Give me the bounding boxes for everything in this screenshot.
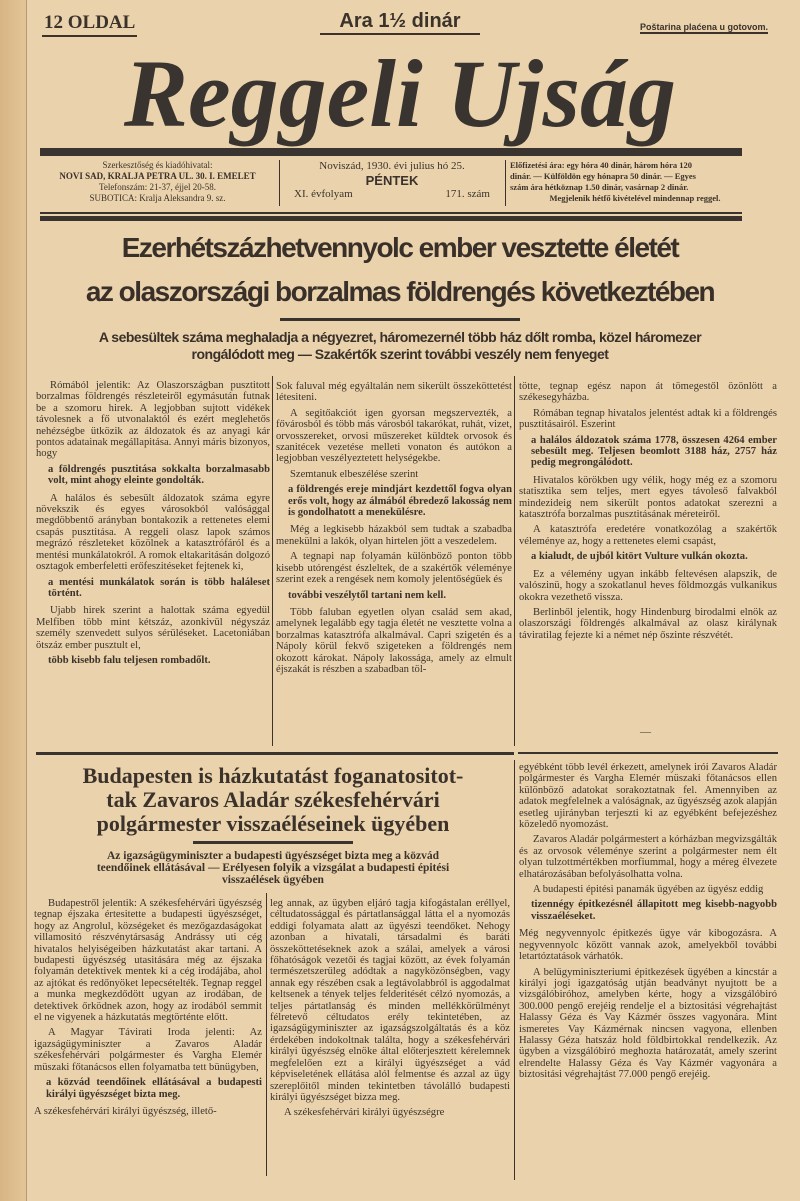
headline-line: Budapesten is házkutatást foganatositot- (82, 763, 464, 788)
subscription-line: Megjelenik hétfő kivételével mindennap reggel. (549, 193, 721, 203)
volume-row (284, 188, 500, 201)
subhead-line: Az igazságügyminiszter a budapesti ügyészséget bizta meg a közvád (107, 850, 439, 862)
subscription-line: szám ára hétköznap 1.50 dinár, vasárnap 2 dinár. (510, 182, 689, 192)
price: Ara 1½ dinár (320, 10, 480, 35)
rule (193, 841, 353, 844)
paragraph: Budapestről jelentik: A székesfehérvári ügyészség tegnap éjszaka értesitette a budapesti ügyészséget, hogy az Angrolul, községeket és mezőgazdaságokat villamositó részvénytársaság Andrássy uti cég hivatalos helyiségeiben házkutatást akar tartani. A budapesti ügyészség utasitására még az éjszaka folyamán detektivek mentek ki a cég irodájába, ahol az ajtókat és redőnyöket lepecsételték. Tegnap reggel a munka megkezdődött ugyan az irodában, de detektivek őrködnek azon, hogy az irodából semmit el ne vigyenek a házkutatás megtörténte előtt. (34, 898, 262, 1024)
editorial-line: Szerkesztőség és kiadóhivatal: (102, 160, 213, 170)
masthead-logo: Reggeli Ujság (124, 40, 676, 147)
paragraph: Ujabb hirek szerint a halottak száma egyedül Melfiben több mint kétszáz, azonkivül négyszáz személy szenvedett sulyos sérüléseket. Lacetoniában ötszáz ember pusztult el, (36, 605, 270, 651)
paragraph: Rómából jelentik: Az Olaszországban pusztitott borzalmas földrengés részleteiről egymásután futnak be a szomoru hirek. A legjobban sujtott vidékek távolesnek a fő utvonalaktól és ezért meglehetős nehézségbe ütközik az áldozatok és az anyagi kár pontos adatainak megállapitása. Annyi máris bizonyos, hogy (36, 380, 270, 460)
editorial-line: Telefonszám: 21-37, éjjel 20-58. (98, 182, 217, 192)
paragraph: A tegnapi nap folyamán különböző ponton több kisebb utórengést észleltek, de a szakértők véleménye szerint ezek a rengések nem komoly jelentőségüek és (276, 551, 512, 586)
rule (36, 752, 514, 755)
masthead-bar (40, 148, 742, 156)
subhead-line: A sebesültek száma meghaladja a négyezret, háromezernél több ház dőlt romba, közel háromezer (98, 329, 702, 345)
article2-heading (34, 764, 512, 886)
article1-heading (30, 226, 770, 363)
rule (40, 212, 742, 214)
rule (518, 752, 778, 754)
issue-date: Noviszád, 1930. évi julius hó 25. (319, 160, 465, 172)
highlighted-paragraph: további veszélytől tartani nem kell. (288, 589, 447, 601)
editorial-line: SUBOTICA: Kralja Aleksandra 9. sz. (89, 193, 226, 203)
highlighted-paragraph: több kisebb falu teljesen rombadőlt. (48, 654, 211, 666)
paragraph: Berlinből jelentik, hogy Hindenburg birodalmi elnök az olaszországi földrengés alkalmával az olasz királynak táviratilag fejezte ki a német nép őszinte részvétét. (519, 606, 777, 641)
column-rule (266, 893, 267, 1176)
paragraph: egyébként több levél érkezett, amelynek irói Zavaros Aladár polgármester és Vargha Elemér müszaki főtanácsos ellen különböző adatokat sorakoztatnak fel. Amennyiben az adatok megfelelnek a valóságnak, az ügyészség azok alapján esetleg ujirányban terjeszti ki az egyébként befejezéshez közeledő nyomozást. (519, 762, 777, 831)
paragraph: A Magyar Távirati Iroda jelenti: Az igazságügyminiszter a Zavaros Aladár székesfehérvári polgármester és Vargha Elemér müszaki főtanácsos ellen folyamatba tett bünügyben, (34, 1027, 262, 1073)
paragraph: A belügyminiszteriumi épitkezések ügyében a kincstár a királyi jogi igazgatóság utján beadványt nyujtott be a vizsgálóbiróhoz, amelyben kérte, hogy a vizsgálóbiró 300.000 pengő erejéig rendelje el a biztositási végrehajtást Halassy Géza és Vay Kázmér összes vagyonára. Mint ismeretes Vay Kázmérnak nincsen vagyona, ellenben Halassy Géza hatszáz hold földbirtokkal rendelkezik. Az ügyben a vizsgálóbiró meghozta határozatát, amely szerint elrendelte Halassy Géza és Vay Kázmér vagyonára a biztositási végrehajtást 77.000 pengő erejéig. (519, 966, 777, 1081)
subscription-line: dinár. — Külföldön egy hónapra 50 dinár. — Egyes (510, 171, 696, 181)
subhead-line: visszaélések ügyében (222, 874, 324, 886)
postage-note: Poštarina plaćena u gotovom. (639, 22, 768, 32)
paragraph: tötte, tegnap egész napon át tömegestől özönlött a székesegyházba. (519, 381, 777, 404)
paragraph: Ez a vélemény ugyan inkább feltevésen alapszik, de valószinü, hogy a szokatlanul heves földmozgás vulkanikus okokra vezethető vissza. (519, 568, 777, 603)
divider (505, 160, 506, 206)
paragraph: leg annak, az ügyben eljáró tagja kifogástalan eréllyel, céltudatossággal és pártatlansággal látta el a nyomozás eddigi folyamata alatt az ügyészi teendőket. Nehogy azonban a hivatali, társadalmi és baráti összeköttetéseknek azok a szálai, amelyek a városi főhatóságok vezetői és tagjai között, az évek folyamán természetszerüleg adódtak a nagyközönségben, vagy annak egy részében csak a legtávolabbról is aggodalmat keltsenek a tények teljes felderitését célzó nyomozás, a teljes pártatlanság és minden mellékkörülményt félretevő céltudatos erély tekintetében, az igazságügyminiszter az igazságszolgáltatás és a köz érdekében indokoltnak találta, hogy a székesfehérvári királyi ügyészség elnöke által előterjesztett kérelemnek megfelelően ezt a királyi ügyészséget a vád képviseletének ellátása alól felmentse és azzal az ügy szereplőitől minden tekintetben távolálló budapesti királyi ügyészséget bizza meg. (270, 898, 510, 1103)
rule (280, 318, 520, 321)
paragraph: A székesfehérvári királyi ügyészség, illető- (34, 1105, 217, 1117)
paragraph: A budapesti épitési panamák ügyében az ügyész eddig (533, 884, 764, 896)
editorial-info (40, 160, 275, 204)
paragraph: Több faluban egyetlen olyan család sem akad, amelynek legalább egy tagja életét ne vesztette volna a borzalmas katasztrófa alkalmával. Capri szigetén és a Nápoly körül fekvő szigeteken a földrengés nem okozott károkat. Nápoly lakossága, amely az elmult éjszakát is részben a szabadban töl- (276, 606, 512, 675)
paragraph: Hivatalos körökben ugy vélik, hogy még ez a szomoru statisztika sem teljes, mert egyes távoleső falvakból mindezideig nem sikerült pontos adatokat szerezni a katasztrófa borzalmas pusztitásának méreteiről. (519, 474, 777, 521)
rule (40, 216, 742, 221)
paragraph: A székesfehérvári királyi ügyészségre (284, 1107, 445, 1119)
paragraph: Szemtanuk elbeszélése szerint (290, 468, 419, 480)
paragraph: A katasztrófa eredetére vonatkozólag a szakértők véleménye az, hogy a rettenetes elemi csapást, (519, 524, 777, 547)
issue-number: 171. szám (445, 188, 490, 200)
highlighted-paragraph: a földrengés ereje mindjárt kezdettől fogva olyan erős volt, hogy az álmából ébredező lakosság nem is gondolhatott a menekülésre. (288, 484, 512, 519)
issue-info (284, 160, 500, 201)
highlighted-paragraph: tizennégy épitkezésnél állapitott meg kisebb-nagyobb visszaéléseket. (531, 899, 777, 922)
headline-line: polgármester visszaéléseinek ügyében (96, 811, 450, 836)
paragraph: Rómában tegnap hivatalos jelentést adtak ki a földrengés pusztitásairól. Eszerint (519, 407, 777, 431)
highlighted-paragraph: a földrengés pusztitása sokkalta borzalmasabb volt, mint ahogy eleinte gondolták. (48, 463, 270, 487)
article-column (519, 762, 777, 1085)
highlighted-paragraph: a halálos áldozatok száma 1778, összesen 4264 ember sebesült meg. Teljesen beomlott 3188 ház, 2757 ház pedig megrongálódott. (531, 434, 777, 469)
article-column (276, 381, 512, 679)
paragraph: A segitőakciót igen gyorsan megszervezték, a fővárosból és több más városból takarókat, ruhát, vizet, orvosszereket, orvosi műszereket küldtek orvosok és szanitécek vezetése melleti vonaton és autókon a legjobban veszélyeztetett helységekbe. (276, 407, 512, 465)
highlighted-paragraph: a mentési munkálatok során is több haláleset történt. (48, 576, 270, 599)
headline-line: az olaszországi borzalmas földrengés következtében (85, 276, 715, 307)
highlighted-paragraph: a közvád teendőinek ellátásával a budapesti királyi ügyészséget bizta meg. (46, 1077, 262, 1100)
paragraph: Zavaros Aladár polgármestert a kórházban megvizsgálták és az orvosok véleménye szerint a polgármester nem élt olyan tulzottmértékben morfiummal, hogy a méreg élvezete elhatározásában befolyásolhatta volna. (519, 834, 777, 880)
subhead-line: rongálódott meg — Szakértők szerint további veszély nem fenyeget (191, 346, 609, 362)
article-column (270, 898, 510, 1123)
headline-line: Ezerhétszázhetvennyolc ember vesztette életét (121, 232, 679, 263)
editorial-line: NOVI SAD, KRALJA PETRA UL. 30. I. EMELET (59, 171, 256, 181)
column-rule (272, 376, 273, 746)
page-count: 12 OLDAL (42, 12, 137, 37)
subscription-info (510, 160, 760, 204)
divider (279, 160, 280, 206)
column-rule (514, 376, 515, 746)
subhead-line: teendőinek ellátásával — Erélyesen folyik a vizsgálat a budapesti épitési (96, 862, 450, 874)
article-column (36, 380, 270, 672)
page-edge (0, 0, 27, 1201)
weekday: PÉNTEK (365, 173, 419, 188)
headline-line: tak Zavaros Aladár székesfehérvári (106, 787, 440, 812)
paragraph: Sok faluval még egyáltalán nem sikerült összeköttetést létesiteni. (276, 381, 512, 404)
end-mark: — (640, 726, 651, 738)
column-rule (514, 760, 515, 1180)
paragraph: Még negyvennyolc épitkezés ügye vár kibogozásra. A negyvennyolc között vannak azok, amelyekből további letartóztatások várhatók. (519, 928, 777, 963)
paragraph: Még a legkisebb házakból sem tudtak a szabadba menekülni a lakók, olyan hirtelen jött a veszedelem. (276, 524, 512, 547)
paragraph: A halálos és sebesült áldozatok száma egyre növekszik és egyes városokból valósággal megdöbbentő arányban bontakozik a rettenetes elemi csapás pusztitása. A reggeli olasz lapok számos megrázó részleteket közölnek a katasztrófáról és a mentési munkálatokról. A romok eltakaritásán dolgozó osztagok emberfeletti erőfeszitéseket fejtenek ki, (36, 492, 270, 573)
highlighted-paragraph: a kialudt, de ujból kitört Vulture vulkán okozta. (531, 551, 748, 563)
article-column (519, 381, 777, 645)
volume: XI. évfolyam (294, 188, 353, 200)
article-column (34, 898, 262, 1121)
subscription-line: Előfizetési ára: egy hóra 40 dinár, három hóra 120 (510, 160, 693, 170)
